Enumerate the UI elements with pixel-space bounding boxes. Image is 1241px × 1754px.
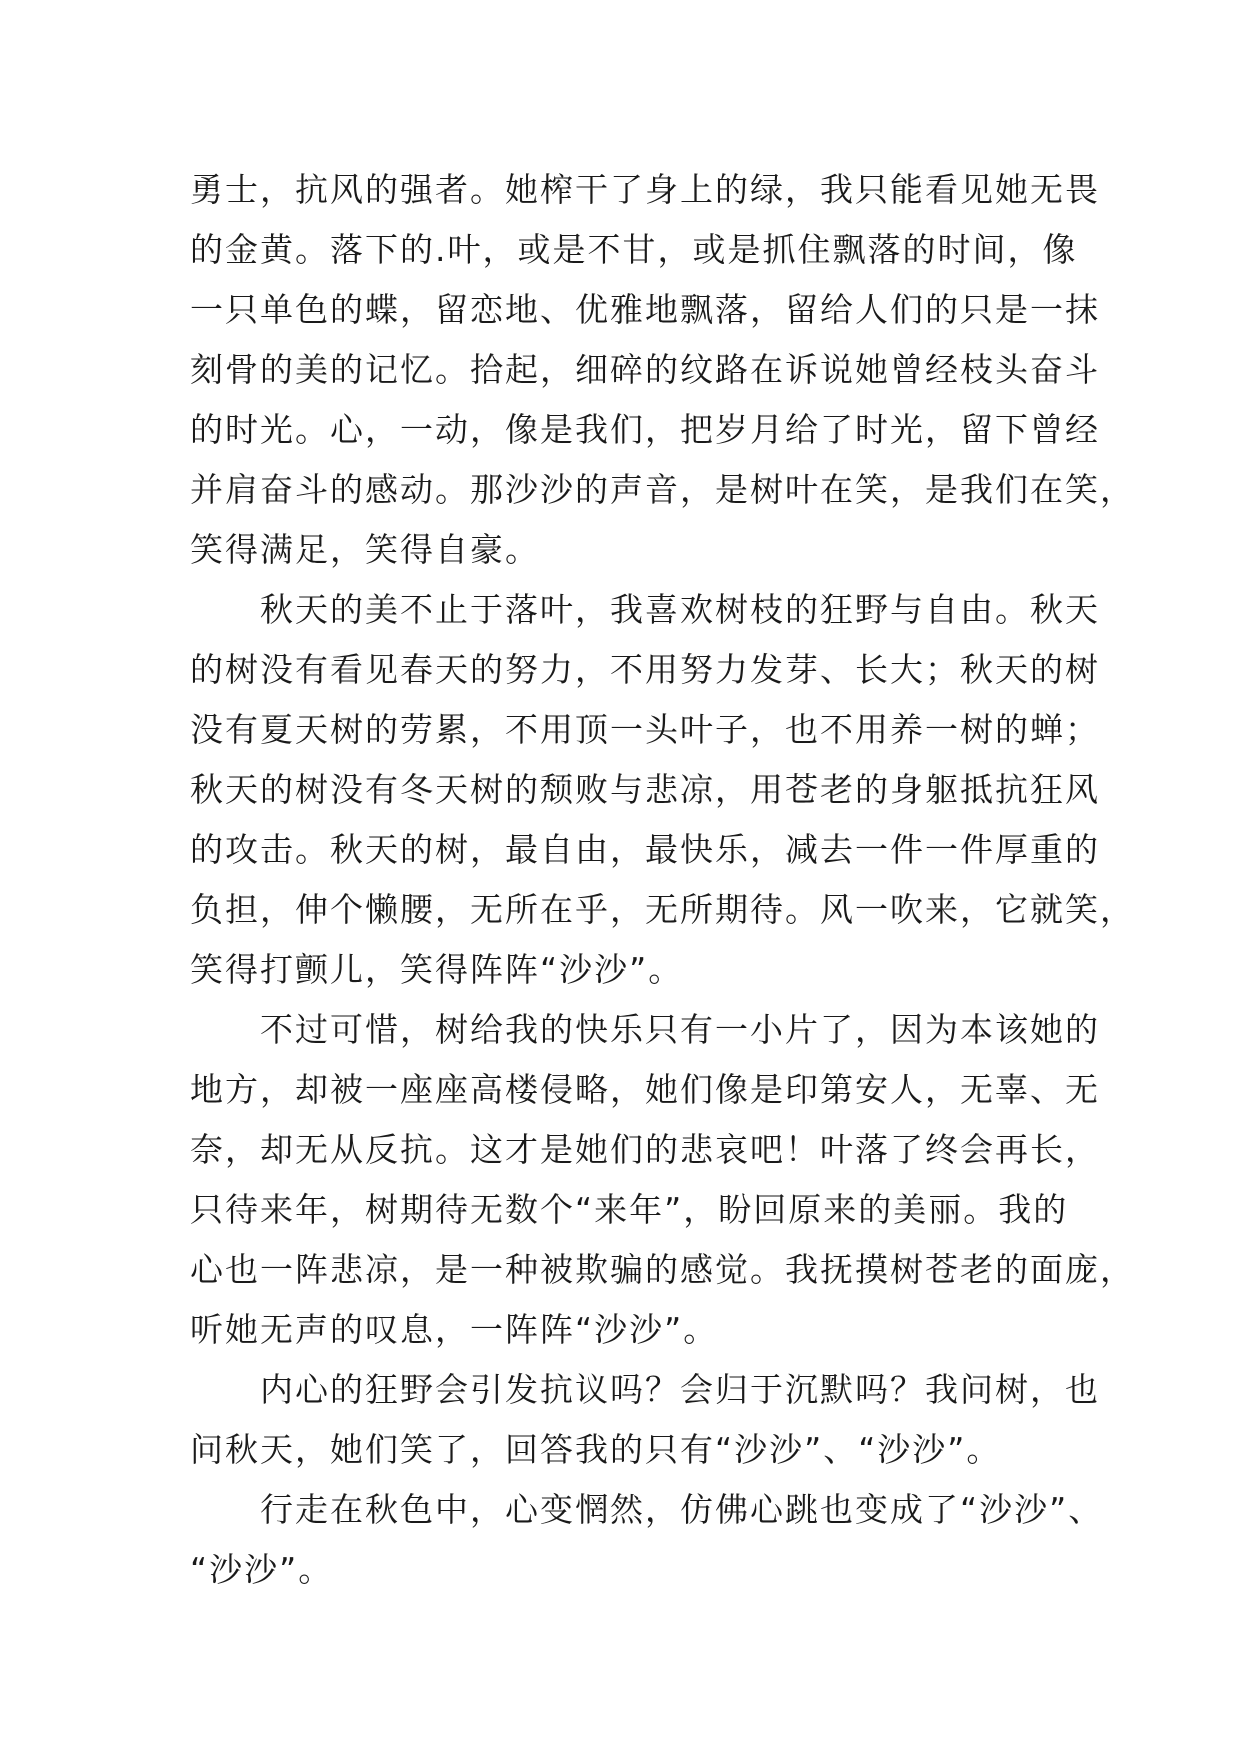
text-line: 勇士，抗风的强者。她榨干了身上的绿，我只能看见她无畏	[190, 170, 1100, 209]
text-line: 奈，却无从反抗。这才是她们的悲哀吧！叶落了终会再长，	[190, 1130, 1100, 1169]
text-line: 笑得打颤儿，笑得阵阵“沙沙”。	[190, 950, 684, 989]
body-text	[190, 160, 1135, 1600]
text-line: “沙沙”。	[190, 1550, 334, 1589]
paragraph-start-line: 行走在秋色中，心变惘然，仿佛心跳也变成了“沙沙”、	[260, 1490, 1104, 1529]
text-line: 的树没有看见春天的努力，不用努力发芽、长大；秋天的树	[190, 650, 1100, 689]
text-line: 地方，却被一座座高楼侵略，她们像是印第安人，无辜、无	[190, 1070, 1100, 1109]
text-line: 问秋天，她们笑了，回答我的只有“沙沙”、“沙沙”。	[190, 1430, 1002, 1469]
text-line: 刻骨的美的记忆。拾起，细碎的纹路在诉说她曾经枝头奋斗	[190, 350, 1100, 389]
text-line: 的时光。心，一动，像是我们，把岁月给了时光，留下曾经	[190, 410, 1100, 449]
paragraph-start-line: 秋天的美不止于落叶，我喜欢树枝的狂野与自由。秋天	[260, 590, 1100, 629]
text-line: 听她无声的叹息，一阵阵“沙沙”。	[190, 1310, 719, 1349]
text-line: 并肩奋斗的感动。那沙沙的声音，是树叶在笑，是我们在笑，	[190, 470, 1135, 509]
paragraph-start-line: 内心的狂野会引发抗议吗？会归于沉默吗？我问树，也	[260, 1370, 1100, 1409]
text-line: 负担，伸个懒腰，无所在乎，无所期待。风一吹来，它就笑，	[190, 890, 1135, 929]
text-line: 一只单色的蝶，留恋地、优雅地飘落，留给人们的只是一抹	[190, 290, 1100, 329]
text-line: 心也一阵悲凉，是一种被欺骗的感觉。我抚摸树苍老的面庞，	[190, 1250, 1135, 1289]
text-line: 的金黄。落下的.叶，或是不甘，或是抓住飘落的时间，像	[190, 230, 1078, 269]
text-line: 秋天的树没有冬天树的颓败与悲凉，用苍老的身躯抵抗狂风	[190, 770, 1100, 809]
text-line: 没有夏天树的劳累，不用顶一头叶子，也不用养一树的蝉；	[190, 710, 1100, 749]
text-line: 只待来年，树期待无数个“来年”，盼回原来的美丽。我的	[190, 1190, 1069, 1229]
text-line: 笑得满足，笑得自豪。	[190, 530, 540, 569]
paragraph-start-line: 不过可惜，树给我的快乐只有一小片了，因为本该她的	[260, 1010, 1100, 1049]
text-line: 的攻击。秋天的树，最自由，最快乐，减去一件一件厚重的	[190, 830, 1100, 869]
